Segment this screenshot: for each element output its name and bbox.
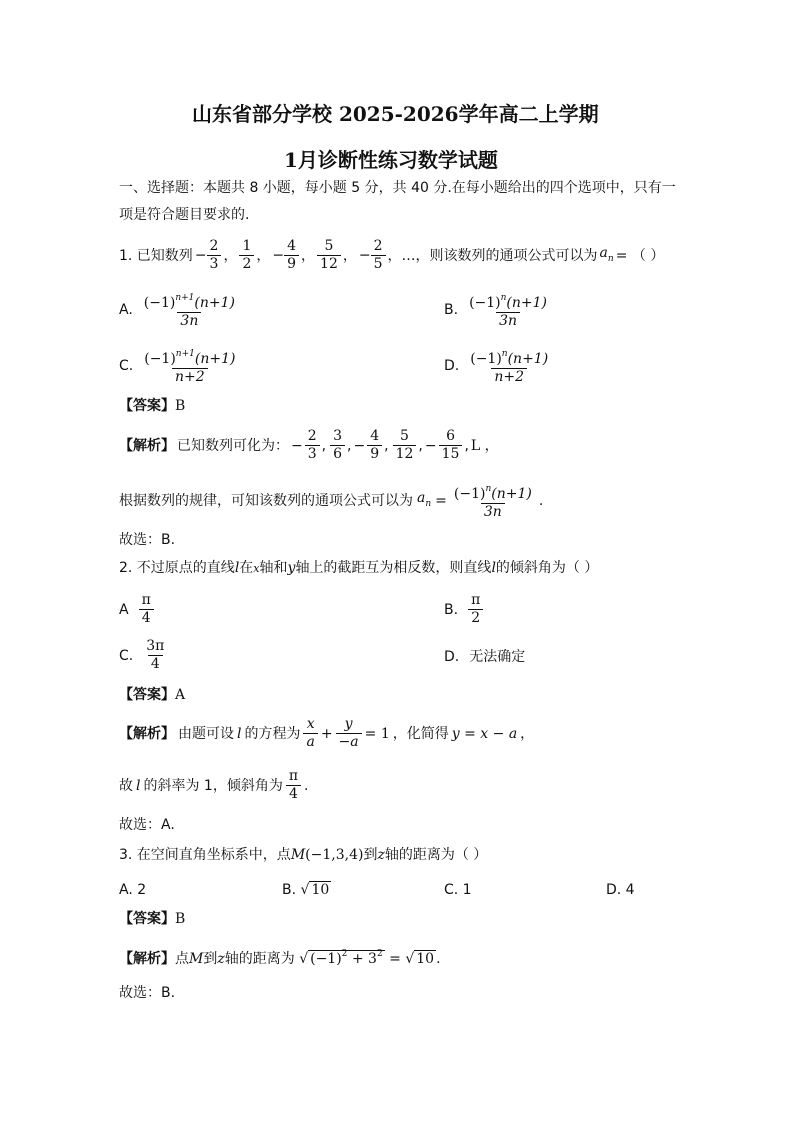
question-2-stem: 2. 不过原点的直线l在x轴和y轴上的截距互为相反数，则直线l的倾斜角为（ ）	[119, 560, 599, 576]
q2-option-d: D. 无法确定	[444, 649, 526, 665]
q3-option-d: D. 4	[606, 882, 635, 898]
question-1-stem: 1. 已知数列 − $\frac{2}{3}$ ， $\frac{1}{2}$ ， − $\frac{4}{9}$ ， $\frac{5}{12}$ ， − $\frac{2}{5}$ ，…，则该数列的通项公式可以为 $a_n$ = （ ）	[119, 238, 665, 272]
q1-option-d-label: D.	[444, 358, 460, 374]
q2-answer: 【答案】A	[119, 687, 186, 703]
q1-option-a: A. $\frac{(-1)^{n+1}(n+1)}{3n}$	[119, 293, 235, 329]
q1-an: $a_n$	[599, 244, 614, 264]
q2-option-b: B. $\frac{\pi}{2}$	[444, 592, 483, 627]
q2-option-a: A $\frac{\pi}{4}$	[119, 592, 154, 627]
q1-seq-term-4: $\frac{5}{12}$	[317, 238, 341, 273]
q3-answer: 【答案】B	[119, 911, 186, 927]
q1-option-c: C. $\frac{(-1)^{n+1}(n+1)}{n+2}$	[119, 349, 236, 385]
question-3-stem: 3. 在空间直角坐标系中，点M(−1,3,4)到z轴的距离为（ ）	[119, 847, 488, 863]
q3-option-a: A. 2	[119, 882, 147, 898]
q1-analysis: 【解析】 已知数列可化为： − $\frac{2}{3}$ , $\frac{3}{6}$ , − $\frac{4}{9}$ , $\frac{5}{12}$ , − $\frac{6}{15}$ , L ，	[119, 428, 499, 462]
q3-conclusion: 故选：B.	[119, 985, 176, 1001]
q2-conclusion: 故选：A.	[119, 817, 175, 833]
q1-option-a-label: A.	[119, 302, 133, 318]
q1-analysis-tag: 【解析】	[119, 437, 175, 454]
q1-conclusion: 故选：B.	[119, 532, 176, 548]
q3-option-c: C. 1	[444, 882, 472, 898]
q1-seq-term-1: − $\frac{2}{3}$	[195, 238, 222, 273]
q1-seq-term-3: − $\frac{4}{9}$	[272, 238, 299, 273]
doc-title-line2: 1月诊断性练习数学试题	[284, 148, 498, 172]
q3-option-b: B. √ 10	[282, 882, 330, 898]
q1-prefix: 1. 已知数列	[119, 247, 193, 264]
doc-title-line1: 山东省部分学校 2025-2026学年高二上学期	[192, 102, 599, 126]
q1-option-b-label: B.	[444, 302, 459, 318]
q1-rule: 根据数列的规律，可知该数列的通项公式可以为 $a_n$ = $\frac{(-1)^n(n+1)}{3n}$ .	[119, 484, 544, 520]
q2-option-c: C. $\frac{3\pi}{4}$	[119, 638, 165, 672]
q1-option-d: D. $\frac{(-1)^n(n+1)}{n+2}$	[444, 349, 549, 385]
q1-seq-term-5: − $\frac{2}{5}$	[359, 238, 386, 273]
q1-answer: 【答案】B	[119, 398, 186, 414]
q1-blank: = （ ）	[615, 247, 665, 264]
q2-slope: 故 l 的斜率为 1，倾斜角为 $\frac{\pi}{4}$ .	[119, 768, 309, 802]
q1-suffix: ，…，则该数列的通项公式可以为	[387, 247, 598, 264]
q1-option-b: B. $\frac{(-1)^n(n+1)}{3n}$	[444, 293, 547, 329]
section-instructions-line2: 项是符合题目要求的.	[119, 207, 250, 223]
q2-analysis: 【解析】 由题可设 l 的方程为 $\frac{x}{a}$ + $\frac{y}{-a}$ = 1 ，化简得 y = x − a ，	[119, 716, 535, 750]
section-instructions-line1: 一、选择题：本题共 8 小题，每小题 5 分，共 40 分.在每小题给出的四个选项中，只有一	[119, 180, 676, 196]
q1-option-c-label: C.	[119, 358, 134, 374]
q3-analysis: 【解析】点M到z轴的距离为 √ $(-1)^2 + 3^2$ = √ 10 .	[119, 949, 441, 967]
q1-seq-term-2: $\frac{1}{2}$	[239, 238, 254, 273]
